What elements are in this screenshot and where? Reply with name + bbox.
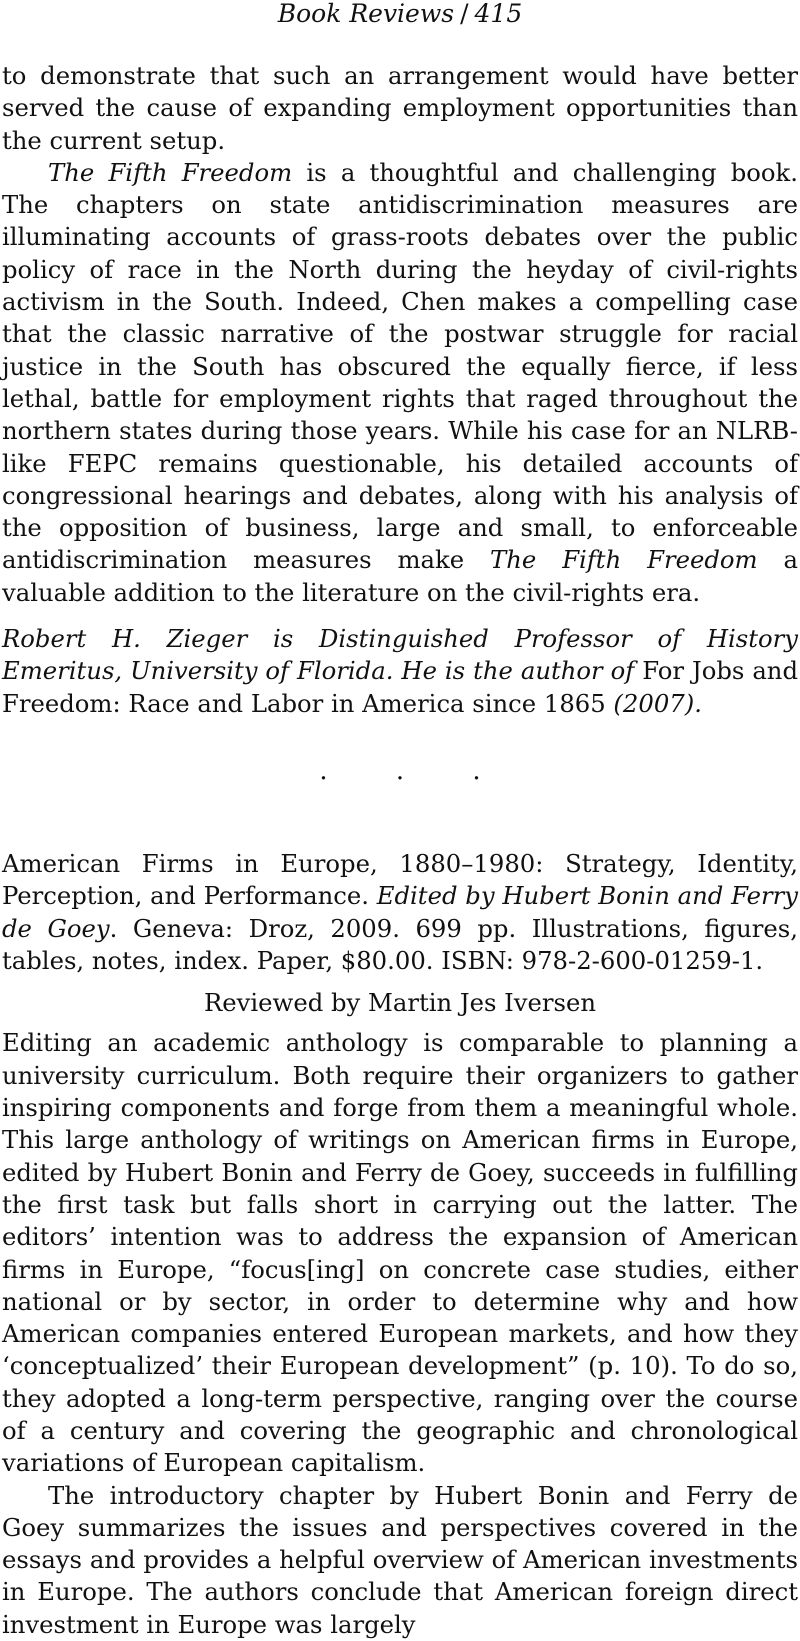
citation-editors: Edited by Hubert Bonin and Ferry de Goey (2, 881, 798, 943)
book-citation (2, 848, 798, 977)
section-divider: · · · (319, 763, 511, 794)
page-number: 415 (474, 0, 523, 28)
review1-paragraph (2, 157, 798, 609)
citation-publication: . Geneva: Droz, 2009. 699 pp. Illustrations, figures, tables, notes, index. Paper, $80.00. ISBN: 978-2-600-01259-1. (2, 913, 798, 975)
review2-paragraph-1: Editing an academic anthology is comparable to planning a university curriculum. Both require their organizers to gather inspiring components and forge from them a meaningful whole. This large anthology of writings on American firms in Europe, edited by Hubert Bonin and Ferry de Goey, succeeds in fulfilling the first task but falls short in carrying out the latter. The editors’ intention was to address the expansion of American firms in Europe, “focus[ing] on concrete case studies, either national or by sector, in order to determine why and how American companies entered European markets, and how they ‘conceptualized’ their European development” (p. 10). To do so, they adopted a long-term perspective, ranging over the course of a century and covering the geographic and chronological variations of European capitalism. (2, 1028, 798, 1478)
reviewer-bio (2, 623, 798, 720)
book-title-ref: The Fifth Freedom (48, 157, 293, 187)
citation-title: American Firms in Europe, 1880–1980: Strategy, Identity, Perception, and Performance. (2, 848, 798, 911)
paragraph-text: is a thoughtful and challenging book. The chapters on state antidiscrimination measures are illuminating accounts of grass-roots debates over the public policy of race in the North during the heyday of civil-rights activism in the South. Indeed, Chen makes a compelling case that the classic narrative of the postwar struggle for racial justice in the South has obscured the equally fierce, if less lethal, battle for employment rights that raged throughout the northern states during those years. While his case for an NLRB-like FEPC remains questionable, his detailed accounts of congressional hearings and debates, along with his analysis of the opposition of business, large and small, to enforceable antidiscrimination measures make (2, 157, 798, 575)
bio-year: (2007). (605, 688, 702, 718)
paragraph-text: a valuable addition to the literature on the civil-rights era. (2, 545, 798, 607)
review2-paragraph-2: The introductory chapter by Hubert Bonin and Ferry de Goey summarizes the issues and perspectives covered in the essays and provides a helpful overview of American investments in Europe. The authors conclude that American foreign direct investment in Europe was largely (2, 1480, 798, 1639)
bio-intro: Robert H. Zieger is Distinguished Professor of History Emeritus, University of Florida. He is the author of (2, 624, 798, 686)
bio-book-title: For Jobs and Freedom: Race and Labor in America since 1865 (2, 656, 799, 718)
book-title-ref: The Fifth Freedom (490, 545, 758, 575)
running-header (2, 0, 798, 30)
reviewer-line: Reviewed by Martin Jes Iversen (203, 988, 596, 1018)
header-separator: / (460, 0, 469, 28)
review1-continuation: to demonstrate that such an arrangement would have better served the cause of expanding employment opportunities than the current setup. (2, 61, 798, 155)
header-section: Book Reviews (277, 0, 455, 28)
